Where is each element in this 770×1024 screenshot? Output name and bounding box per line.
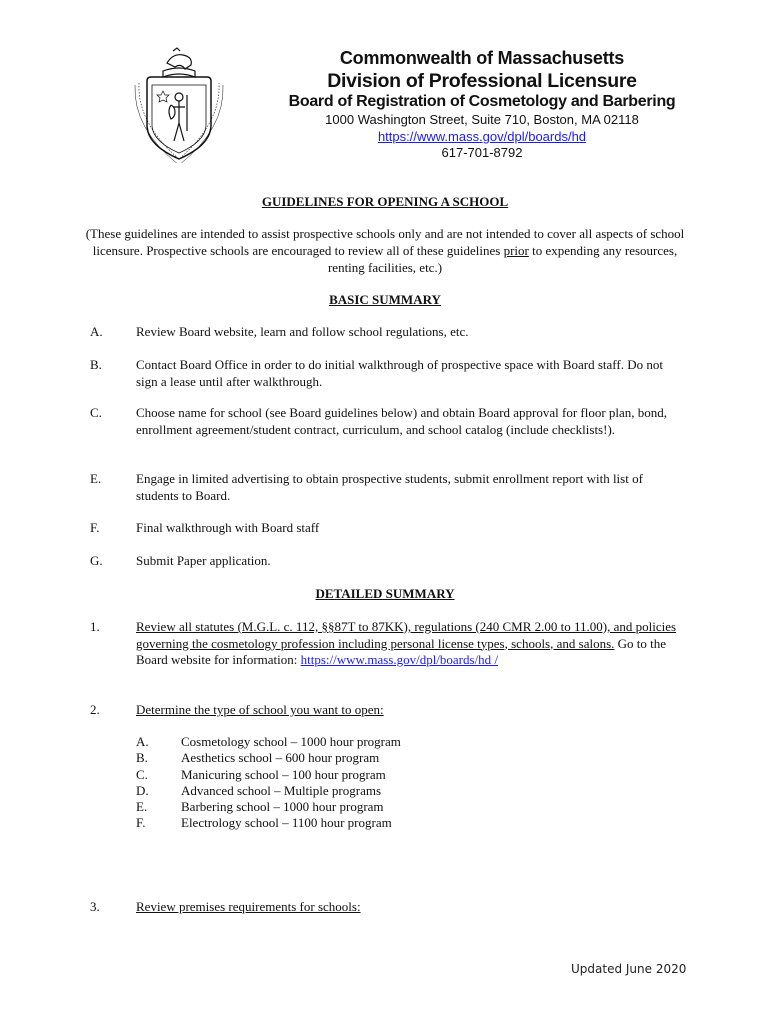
basic-summary-heading: BASIC SUMMARY: [329, 292, 441, 307]
school-type-text: Barbering school – 1000 hour program: [181, 799, 384, 815]
detailed-item-marker: 1.: [90, 619, 100, 634]
intro-text-1: (These guidelines are intended to assist prospective schools only and are not intended to cover all aspects of school licensure. Prospective schools are encouraged to review all of these guidelines: [85, 226, 685, 258]
updated-date: Updated June 2020: [571, 962, 687, 976]
school-type-text: Advanced school – Multiple programs: [181, 782, 382, 798]
basic-item-text: Final walkthrough with Board staff: [136, 520, 320, 535]
detailed-item-marker: 3.: [90, 899, 100, 914]
detailed-item-text: Review premises requirements for schools:: [136, 899, 361, 914]
board-address: 1000 Washington Street, Suite 710, Boston, MA 02118: [325, 112, 639, 127]
basic-item-marker: F.: [90, 520, 100, 535]
massachusetts-seal-icon: [133, 47, 225, 163]
intro-text-2: to expending any resources, renting facilities, etc.): [327, 243, 678, 275]
detailed-summary-heading: DETAILED SUMMARY: [315, 586, 455, 601]
basic-item-text: Contact Board Office in order to do initial walkthrough of prospective space with Board staff. Do not sign a lease until after walkthrough.: [136, 357, 663, 389]
board-website-link[interactable]: https://www.mass.gov/dpl/boards/hd: [300, 652, 492, 667]
school-type-text: Cosmetology school – 1000 hour program: [181, 734, 401, 749]
detailed-item-text: Determine the type of school you want to open:: [136, 702, 384, 717]
basic-item-marker: B.: [90, 357, 102, 372]
intro-paragraph: [85, 225, 685, 276]
detailed-item-text: [136, 619, 684, 669]
list-item: [136, 750, 536, 766]
school-type-marker: D.: [136, 782, 149, 798]
link-suffix: /: [491, 652, 499, 667]
school-type-text: Manicuring school – 100 hour program: [181, 766, 386, 782]
basic-item-text: Submit Paper application.: [136, 553, 271, 568]
basic-item-marker: C.: [90, 405, 102, 420]
school-type-text: Electrology school – 1100 hour program: [181, 815, 392, 831]
basic-item-marker: G.: [90, 553, 103, 568]
list-item: [136, 815, 536, 831]
school-type-list: [136, 734, 536, 832]
school-type-marker: B.: [136, 750, 148, 766]
school-type-marker: F.: [136, 815, 146, 831]
list-item: [136, 783, 536, 799]
school-type-marker: A.: [136, 734, 149, 749]
website-instruction: Go to the Board website for information:: [136, 635, 667, 667]
detailed-item-marker: 2.: [90, 702, 100, 717]
commonwealth-title: Commonwealth of Massachusetts: [339, 48, 625, 68]
basic-item-text: Choose name for school (see Board guidelines below) and obtain Board approval for floor plan, bond, enrollment agreement/student contract, curriculum, and school catalog (include checklists!).: [136, 405, 668, 437]
board-phone: 617-701-8792: [441, 145, 523, 160]
list-item: [136, 734, 536, 750]
intro-prior: prior: [503, 243, 529, 258]
division-title: Division of Professional Licensure: [327, 70, 637, 92]
statutes-review-text: Review all statutes (M.G.L. c. 112, §§87T to 87KK), regulations (240 CMR 2.00 to 11.00), and policies governing the cosmetology profession including personal license types, schools, and salons.: [136, 619, 677, 651]
basic-item-marker: E.: [90, 471, 102, 486]
basic-item-text: Review Board website, learn and follow school regulations, etc.: [136, 324, 469, 339]
basic-item-text: Engage in limited advertising to obtain prospective students, submit enrollment report with list of students to Board.: [136, 471, 643, 503]
school-type-text: Aesthetics school – 600 hour program: [181, 750, 380, 766]
board-title: Board of Registration of Cosmetology and Barbering: [288, 93, 676, 110]
basic-item-marker: A.: [90, 324, 103, 339]
school-type-marker: C.: [136, 766, 148, 782]
list-item: [136, 767, 536, 783]
list-item: [136, 799, 536, 815]
board-website-link[interactable]: https://www.mass.gov/dpl/boards/hd: [377, 129, 587, 144]
school-type-marker: E.: [136, 799, 148, 815]
document-title: GUIDELINES FOR OPENING A SCHOOL: [261, 194, 509, 209]
